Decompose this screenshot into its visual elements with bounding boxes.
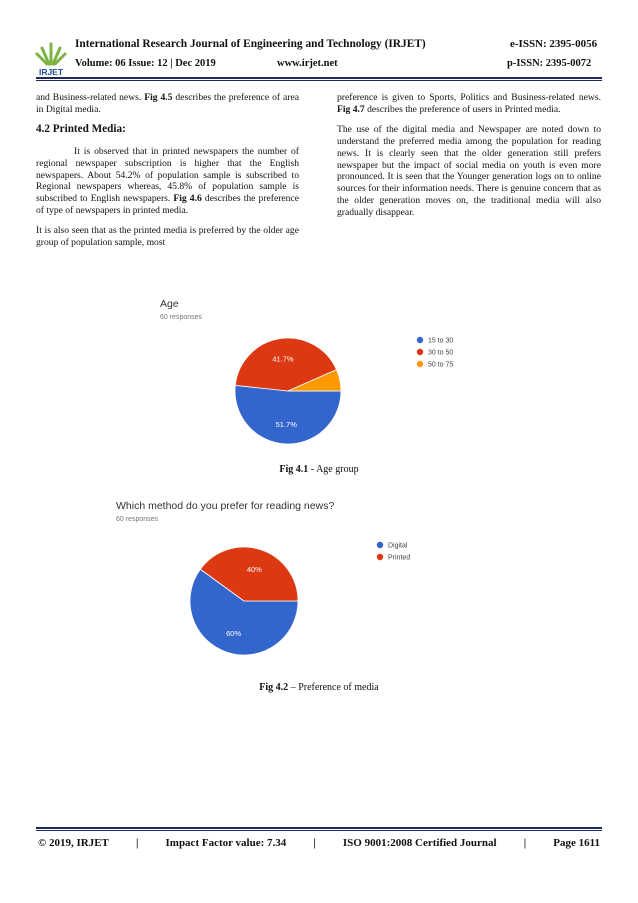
legend-swatch bbox=[417, 361, 423, 367]
legend-swatch bbox=[417, 337, 423, 343]
e-issn: e-ISSN: 2395-0056 bbox=[510, 38, 598, 50]
legend-swatch bbox=[417, 349, 423, 355]
header-rule-thin bbox=[36, 80, 602, 81]
text-run: describes the preference of area in Digital media. bbox=[36, 92, 300, 115]
fig-ref: Fig 4.6 bbox=[173, 193, 202, 205]
footer-separator: | bbox=[135, 837, 139, 849]
footer bbox=[38, 837, 600, 849]
text-run: preference is given to Sports, Politics and Business-related news. bbox=[337, 92, 601, 103]
legend-label: 30 to 50 bbox=[428, 349, 454, 357]
journal-title: International Research Journal of Engineering and Technology (IRJET) bbox=[75, 38, 426, 50]
left-column bbox=[36, 92, 299, 257]
text-run: describes the preference of type of newspapers in printed media. bbox=[36, 193, 299, 217]
pie-slice-15-to-30 bbox=[235, 385, 341, 444]
chart-title: Age bbox=[160, 298, 179, 310]
footer-rule-thin bbox=[36, 830, 602, 831]
text-run: describes the preference of users in Printed media. bbox=[364, 103, 561, 115]
legend-swatch bbox=[377, 554, 383, 560]
chart-title: Which method do you prefer for reading news? bbox=[116, 500, 335, 512]
legend-label: Printed bbox=[388, 554, 411, 562]
pie-data-label: 60% bbox=[226, 628, 242, 638]
right-para-2: The use of the digital media and Newspaper are noted down to understand the preferred media among the population for reading news. It is clearly seen that the older generation still prefers newspaper but the impact of social media on youth is even more pronounced. It is seen that the Younger generation logs on to online sources for their information needs. There is genuine concern that as the older generation moves on, the traditional media will also gradually disappear. bbox=[337, 123, 601, 219]
footer-separator: | bbox=[313, 837, 316, 849]
caption-label: Fig 4.1 bbox=[279, 464, 309, 475]
logo-text: IRJET bbox=[38, 67, 64, 77]
section-heading: 4.2 Printed Media: bbox=[36, 122, 126, 135]
caption-label: Fig 4.2 bbox=[259, 682, 289, 693]
footer-separator: | bbox=[523, 837, 527, 849]
text-run: and Business-related news. bbox=[36, 92, 145, 103]
footer-page-number: Page 1611 bbox=[553, 837, 600, 849]
fig-ref: Fig 4.7 bbox=[337, 103, 365, 115]
chart-subtitle: 60 responses bbox=[116, 516, 159, 523]
age-pie-chart bbox=[150, 290, 480, 450]
caption-text: – Preference of media bbox=[288, 682, 379, 693]
text-run: It is observed that in printed newspapers the number of regional newspaper subscription is higher that the English newspapers. About 54.2% of population sample is subscribed to Regional newspapers whereas, 45.8% of population sample is subscribed to English newspapers. bbox=[36, 145, 299, 205]
chart-subtitle: 60 responses bbox=[160, 314, 203, 321]
right-para-1 bbox=[337, 92, 601, 116]
left-para-3: It is also seen that as the printed media is preferred by the older age group of population sample, most bbox=[36, 225, 299, 249]
footer-iso: ISO 9001:2008 Certified Journal bbox=[342, 837, 497, 849]
legend-label: Digital bbox=[388, 542, 408, 550]
right-column bbox=[337, 92, 601, 227]
legend-label: 50 to 75 bbox=[428, 361, 454, 369]
legend-label: 15 to 30 bbox=[428, 337, 454, 345]
caption-text: - Age group bbox=[308, 464, 359, 475]
header-rule bbox=[36, 77, 602, 79]
footer-rule bbox=[36, 827, 602, 829]
pie-data-label: 51.7% bbox=[275, 419, 297, 429]
irjet-logo-icon bbox=[34, 36, 68, 78]
p-issn: p-ISSN: 2395-0072 bbox=[507, 58, 592, 69]
left-para-1 bbox=[36, 92, 299, 116]
volume-issue: Volume: 06 Issue: 12 | Dec 2019 bbox=[75, 58, 216, 69]
footer-copyright: © 2019, IRJET bbox=[38, 837, 109, 849]
media-preference-pie-chart bbox=[108, 494, 438, 659]
left-para-2 bbox=[36, 146, 299, 217]
journal-website: www.irjet.net bbox=[277, 58, 338, 69]
fig-4-1-caption bbox=[219, 464, 419, 475]
pie-data-label: 41.7% bbox=[272, 354, 294, 364]
fig-ref: Fig 4.5 bbox=[144, 92, 173, 103]
fig-4-2-caption bbox=[219, 682, 419, 693]
legend-swatch bbox=[377, 542, 383, 548]
pie-data-label: 40% bbox=[246, 565, 262, 575]
footer-impact-factor: Impact Factor value: 7.34 bbox=[165, 837, 287, 849]
